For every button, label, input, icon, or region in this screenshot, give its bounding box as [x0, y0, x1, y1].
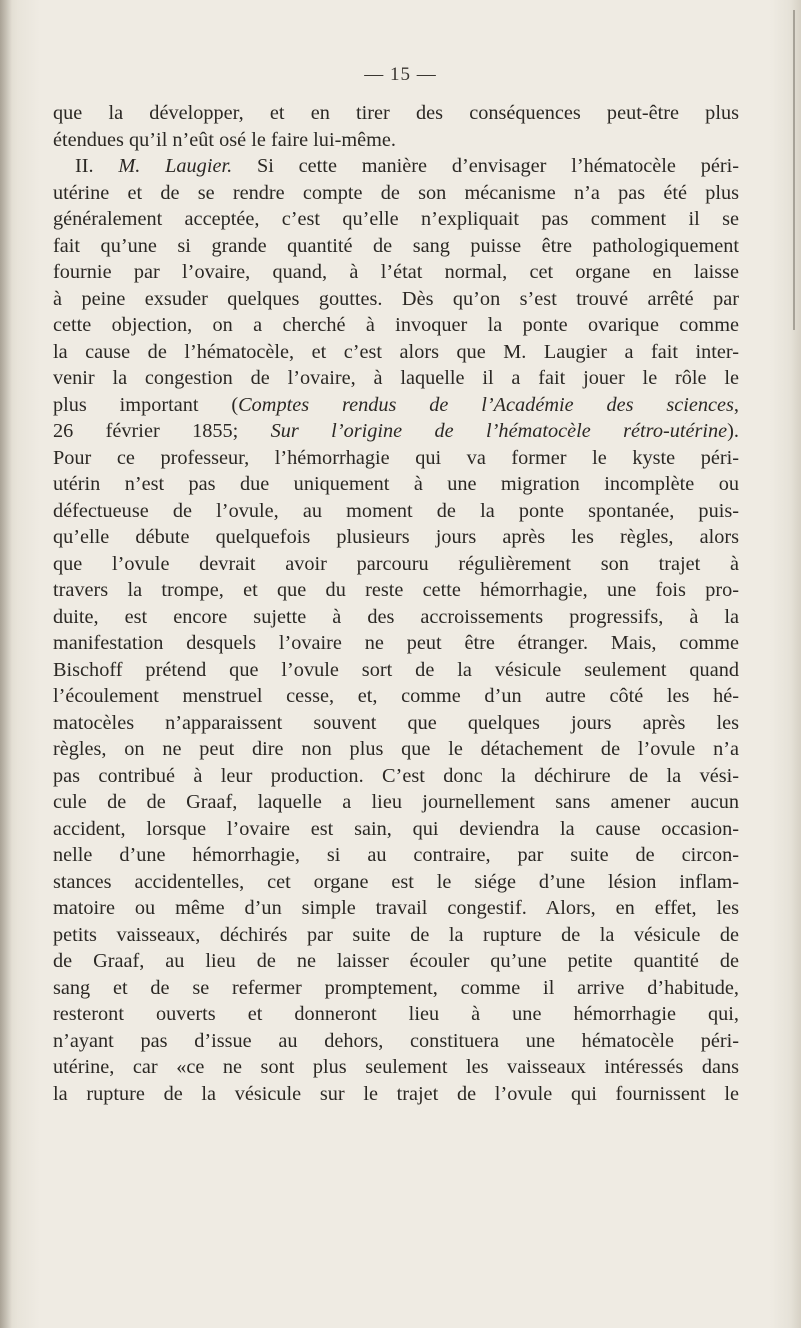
- text-line: [53, 683, 739, 710]
- text-span: ,: [733, 393, 739, 416]
- text-line: [53, 206, 739, 233]
- text-line: [53, 498, 739, 525]
- text-line: [53, 1028, 739, 1055]
- text-line: [53, 312, 739, 339]
- text-line: [53, 551, 739, 578]
- text-line: [53, 180, 739, 207]
- text-line: [53, 763, 739, 790]
- text-span: généralement acceptée, c’est qu’elle n’expliquait pas comment il se: [53, 208, 739, 230]
- text-line: [53, 259, 739, 286]
- text-line: [53, 100, 739, 127]
- text-span: règles, on ne peut dire non plus que le détachement de l’ovule n’a: [53, 738, 739, 760]
- text-line: [53, 975, 739, 1002]
- page-number: — 15 —: [364, 64, 437, 85]
- text-line: [53, 524, 739, 551]
- text-span: pas contribué à leur production. C’est donc la déchirure de la vési-: [53, 764, 739, 787]
- text-line: [53, 789, 739, 816]
- text-line: [53, 948, 739, 975]
- text-span: Bischoff prétend que l’ovule sort de la vésicule seulement quand: [53, 658, 739, 681]
- text-line: [53, 869, 739, 896]
- text-line: [53, 471, 739, 498]
- text-span: petits vaisseaux, déchirés par suite de la rupture de la vésicule de: [53, 923, 739, 946]
- text-line: [53, 365, 739, 392]
- text-span: fournie par l’ovaire, quand, à l’état normal, cet organe en laisse: [53, 261, 739, 283]
- italic-text: M. Laugier.: [118, 155, 233, 177]
- text-span: l’écoulement menstruel cesse, et, comme d’un autre côté les hé-: [53, 685, 739, 707]
- text-line: [53, 286, 739, 313]
- text-span: de Graaf, au lieu de ne laisser écouler qu’une petite quantité de: [53, 950, 739, 972]
- text-span: la rupture de la vésicule sur le trajet de l’ovule qui fournissent le: [53, 1082, 739, 1105]
- spine-shadow: [0, 0, 12, 1328]
- text-line: [53, 842, 739, 869]
- text-span: venir la congestion de l’ovaire, à laquelle il a fait jouer le rôle le: [53, 367, 739, 389]
- text-line: [53, 153, 739, 180]
- text-span: Si cette manière d’envisager l’hématocèle péri-: [232, 155, 739, 177]
- text-line: [53, 418, 739, 445]
- text-span: matoire ou même d’un simple travail congestif. Alors, en effet, les: [53, 897, 739, 919]
- text-line: [53, 339, 739, 366]
- text-span: utérine, car «ce ne sont plus seulement les vaisseaux intéressés dans: [53, 1056, 739, 1078]
- text-line: [53, 445, 739, 472]
- text-line: [53, 816, 739, 843]
- text-span: matocèles n’apparaissent souvent que quelques jours après les: [53, 711, 739, 734]
- text-span: sang et de se refermer promptement, comme il arrive d’habitude,: [53, 976, 739, 999]
- text-span: n’ayant pas d’issue au dehors, constituera une hématocèle péri-: [53, 1029, 739, 1052]
- text-line: [53, 577, 739, 604]
- text-span: cule de de Graaf, laquelle a lieu journellement sans amener aucun: [53, 791, 739, 813]
- text-line: [53, 392, 739, 419]
- text-span: manifestation desquels l’ovaire ne peut être étranger. Mais, comme: [53, 632, 739, 654]
- text-span: cette objection, on a cherché à invoquer la ponte ovarique comme: [53, 314, 739, 336]
- text-line: [53, 657, 739, 684]
- text-line: [53, 1081, 739, 1108]
- text-line: [53, 630, 739, 657]
- text-line: [53, 895, 739, 922]
- text-line: [53, 127, 739, 154]
- text-line: [53, 1054, 739, 1081]
- text-span: 26 février 1855;: [53, 420, 271, 442]
- body-text: [53, 100, 739, 1107]
- text-span: à peine exsuder quelques gouttes. Dès qu’on s’est trouvé arrêté par: [53, 287, 739, 310]
- text-span: la cause de l’hématocèle, et c’est alors que M. Laugier a fait inter-: [53, 340, 739, 363]
- text-span: qu’elle débute quelquefois plusieurs jours après les règles, alors: [53, 526, 739, 548]
- text-span: Pour ce professeur, l’hémorrhagie qui va former le kyste péri-: [53, 446, 739, 469]
- text-line: [53, 233, 739, 260]
- text-span: que la développer, et en tirer des conséquences peut-être plus: [53, 102, 739, 124]
- text-span: II.: [75, 155, 119, 177]
- text-span: utérine et de se rendre compte de son mécanisme n’a pas été plus: [53, 181, 739, 204]
- text-span: nelle d’une hémorrhagie, si au contraire, par suite de circon-: [53, 844, 739, 866]
- text-span: ).: [727, 420, 739, 442]
- text-line: [53, 604, 739, 631]
- text-span: défectueuse de l’ovule, au moment de la ponte spontanée, puis-: [53, 499, 739, 522]
- text-span: que l’ovule devrait avoir parcouru régulièrement son trajet à: [53, 552, 739, 575]
- text-span: stances accidentelles, cet organe est le siége d’une lésion inflam-: [53, 870, 739, 893]
- text-span: fait qu’une si grande quantité de sang puisse être pathologiquement: [53, 234, 739, 257]
- text-line: [53, 1001, 739, 1028]
- text-span: utérin n’est pas due uniquement à une migration incomplète ou: [53, 473, 739, 495]
- text-line: [53, 922, 739, 949]
- page-edge-mark: [793, 10, 795, 330]
- text-span: duite, est encore sujette à des accroissements progressifs, à la: [53, 605, 739, 628]
- text-line: [53, 710, 739, 737]
- text-span: accident, lorsque l’ovaire est sain, qui deviendra la cause occasion-: [53, 817, 739, 840]
- text-span: étendues qu’il n’eût osé le faire lui-même.: [53, 128, 396, 151]
- text-line: [53, 736, 739, 763]
- italic-text: Sur l’origine de l’hématocèle rétro-utérine: [270, 420, 728, 442]
- italic-text: Comptes rendus de l’Académie des sciences: [238, 393, 734, 416]
- text-span: resteront ouverts et donneront lieu à une hémorrhagie qui,: [53, 1003, 739, 1025]
- text-span: plus important (: [53, 393, 239, 416]
- text-span: travers la trompe, et que du reste cette hémorrhagie, une fois pro-: [53, 579, 739, 601]
